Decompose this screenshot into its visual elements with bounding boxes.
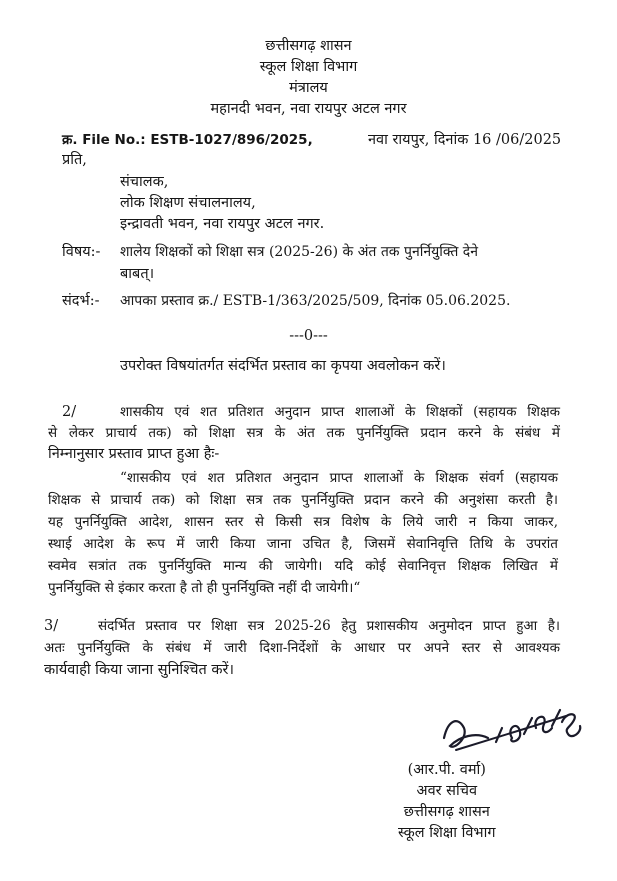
handwritten-signature <box>436 698 586 766</box>
paragraph-3-line-3: कार्यवाही किया जाना सुनिश्चित करें। <box>44 662 234 678</box>
paragraph-3-line-2 <box>44 638 560 659</box>
paragraph-3-line-2-text: अतः पुनर्नियुक्ति के संबंध में जारी दिशा-निर्देशों के आधार पर अपने स्तर से आवश्यक <box>44 640 560 656</box>
signatory-name: (आर.पी. वर्मा) <box>407 762 486 778</box>
paragraph-3-line-1 <box>98 616 560 637</box>
header-address: महानदी भवन, नवा रायपुर अटल नगर <box>210 101 407 117</box>
signatory-designation: अवर सचिव <box>416 783 478 799</box>
subject-line-2: बाबत्। <box>120 266 155 282</box>
paragraph-2-number: 2/ <box>62 404 77 420</box>
addressee-address: इन्द्रावती भवन, नवा रायपुर अटल नगर. <box>120 216 325 232</box>
header-ministry: मंत्रालय <box>289 80 328 96</box>
quote-line-6: पुनर्नियुक्ति से इंकार करता है तो ही पुनर्नियुक्ति नहीं दी जायेगी।“ <box>48 580 361 596</box>
separator: ---0--- <box>289 328 328 344</box>
reference-label: संदर्भ:- <box>62 293 100 309</box>
quote-line-3-text: यह पुनर्नियुक्ति आदेश, शासन स्तर से किसी सत्र विशेष के लिये जारी न किया जाकर, <box>48 514 558 530</box>
letter-date: नवा रायपुर, दिनांक 16 /06/2025 <box>368 132 562 148</box>
subject-line-1: शालेय शिक्षकों को शिक्षा सत्र (2025-26) के अंत तक पुनर्नियुक्ति देने <box>120 244 479 260</box>
signatory-org-2: स्कूल शिक्षा विभाग <box>398 825 496 841</box>
paragraph-2-line-3: निम्नानुसार प्रस्ताव प्राप्त हुआ हैः- <box>48 446 220 462</box>
quote-line-4 <box>48 534 558 555</box>
paragraph-2-line-2-text: से लेकर प्राचार्य तक) को शिक्षा सत्र के अंत तक पुनर्नियुक्ति प्रदान करने के संबंध में <box>48 425 560 441</box>
quote-line-3 <box>48 512 558 533</box>
quote-line-4-text: स्थाई आदेश के रूप में जारी किया जाना उचित है, जिसमें सेवानिवृत्ति तिथि के उपरांत <box>48 536 558 552</box>
quote-line-2-text: शिक्षक से प्राचार्य तक) को शिक्षा सत्र तक पुनर्नियुक्ति प्रदान करने की अनुशंसा करती है। <box>48 492 558 508</box>
quote-line-5-text: स्वमेव सत्रांत तक पुनर्नियुक्ति मान्य की जायेगी। यदि कोई सेवानिवृत्त शिक्षक लिखित में <box>48 558 558 574</box>
header-department: स्कूल शिक्षा विभाग <box>259 59 358 75</box>
addressee-title: संचालक, <box>120 174 169 190</box>
paragraph-1: उपरोक्त विषयांतर्गत संदर्भित प्रस्ताव का कृपया अवलोकन करें। <box>120 358 446 374</box>
quote-line-1 <box>120 468 558 489</box>
subject-label: विषय:- <box>62 244 101 260</box>
header-govt: छत्तीसगढ़ शासन <box>265 38 352 54</box>
quote-line-2 <box>48 490 558 511</box>
signature-block <box>398 760 496 844</box>
paragraph-2-line-2 <box>48 423 560 444</box>
paragraph-2-line-1 <box>120 402 560 423</box>
signatory-org-1: छत्तीसगढ़ शासन <box>403 804 490 820</box>
prati-label: प्रति, <box>62 152 87 168</box>
reference-text: आपका प्रस्ताव क्र./ ESTB-1/363/2025/509, दिनांक 05.06.2025. <box>120 293 511 309</box>
quote-line-5 <box>48 556 558 577</box>
quote-line-1-text: “शासकीय एवं शत प्रतिशत अनुदान प्राप्त शालाओं के शिक्षक संवर्ग (सहायक <box>120 470 558 486</box>
paragraph-3-number: 3/ <box>44 618 59 634</box>
paragraph-3-line-1-text: संदर्भित प्रस्ताव पर शिक्षा सत्र 2025-26 हेतु प्रशासकीय अनुमोदन प्राप्त हुआ है। <box>98 618 560 634</box>
addressee-office: लोक शिक्षण संचालनालय, <box>120 195 256 211</box>
file-number: क्र. File No.: ESTB-1027/896/2025, <box>62 132 313 148</box>
paragraph-2-line-1-text: शासकीय एवं शत प्रतिशत अनुदान प्राप्त शालाओं के शिक्षकों (सहायक शिक्षक <box>120 404 560 420</box>
